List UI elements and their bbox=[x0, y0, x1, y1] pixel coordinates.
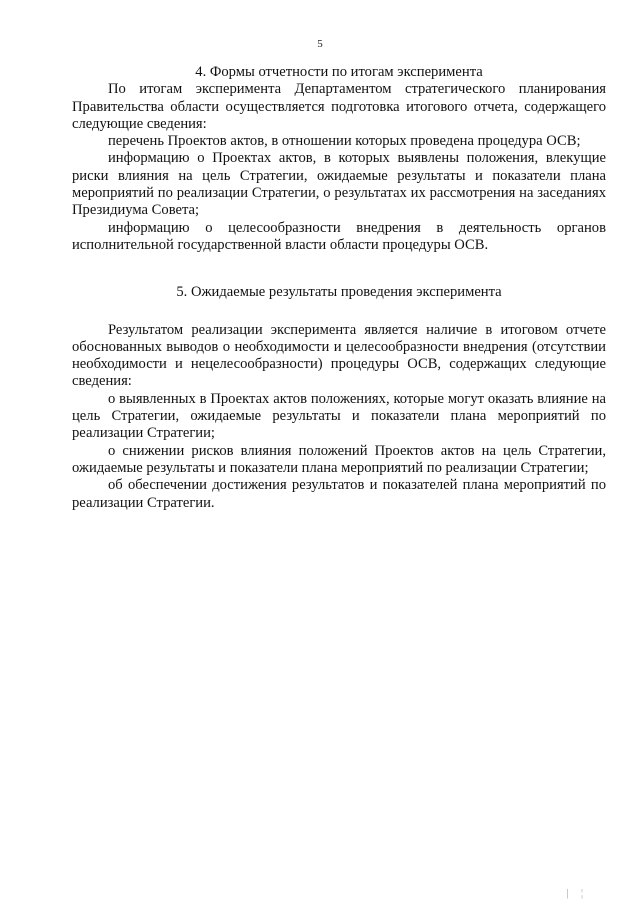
section-4-paragraph: перечень Проектов актов, в отношении которых проведена процедура ОСВ; bbox=[108, 133, 581, 150]
section-5-paragraph: об обеспечении достижения результатов и показателей плана мероприятий по реализации Стратегии. bbox=[72, 477, 606, 511]
section-5-paragraph: о снижении рисков влияния положений Проектов актов на цель Стратегии, ожидаемые результаты и показатели плана мероприятий по реализации Стратегии; bbox=[72, 442, 606, 476]
section-4-heading: 4. Формы отчетности по итогам эксперимента bbox=[195, 64, 483, 80]
section-4-paragraph: По итогам эксперимента Департаментом стратегического планирования Правительства области осуществляется подготовка итогового отчета, содержащего следующие сведения: bbox=[72, 81, 606, 132]
section-5-paragraph: о выявленных в Проектах актов положениях, которые могут оказать влияние на цель Стратегии, ожидаемые результаты и показатели плана мероприятий по реализации Стратегии; bbox=[72, 390, 606, 442]
spacer bbox=[72, 302, 606, 322]
section-5-paragraph: Результатом реализации эксперимента является наличие в итоговом отчете обоснованных выводов о необходимости и целесообразности внедрения (отсутствии необходимости и нецелесообразности) процедуры ОСВ, содержащих следующие сведения: bbox=[72, 321, 606, 390]
section-5-heading: 5. Ожидаемые результаты проведения эксперимента bbox=[176, 284, 502, 301]
page-content bbox=[72, 64, 606, 512]
section-4-paragraph: информацию о Проектах актов, в которых выявлены положения, влекущие риски влияния на цель Стратегии, ожидаемые результаты и показатели плана мероприятий по реализации Стратегии, о результатах их рассмотрения на заседаниях Президиума Совета; bbox=[72, 150, 606, 219]
scan-marks: | ¦ bbox=[566, 888, 588, 899]
section-4-paragraph: информацию о целесообразности внедрения в деятельность органов исполнительной государственной власти области процедуры ОСВ. bbox=[72, 219, 606, 253]
page-number: 5 bbox=[317, 38, 323, 50]
